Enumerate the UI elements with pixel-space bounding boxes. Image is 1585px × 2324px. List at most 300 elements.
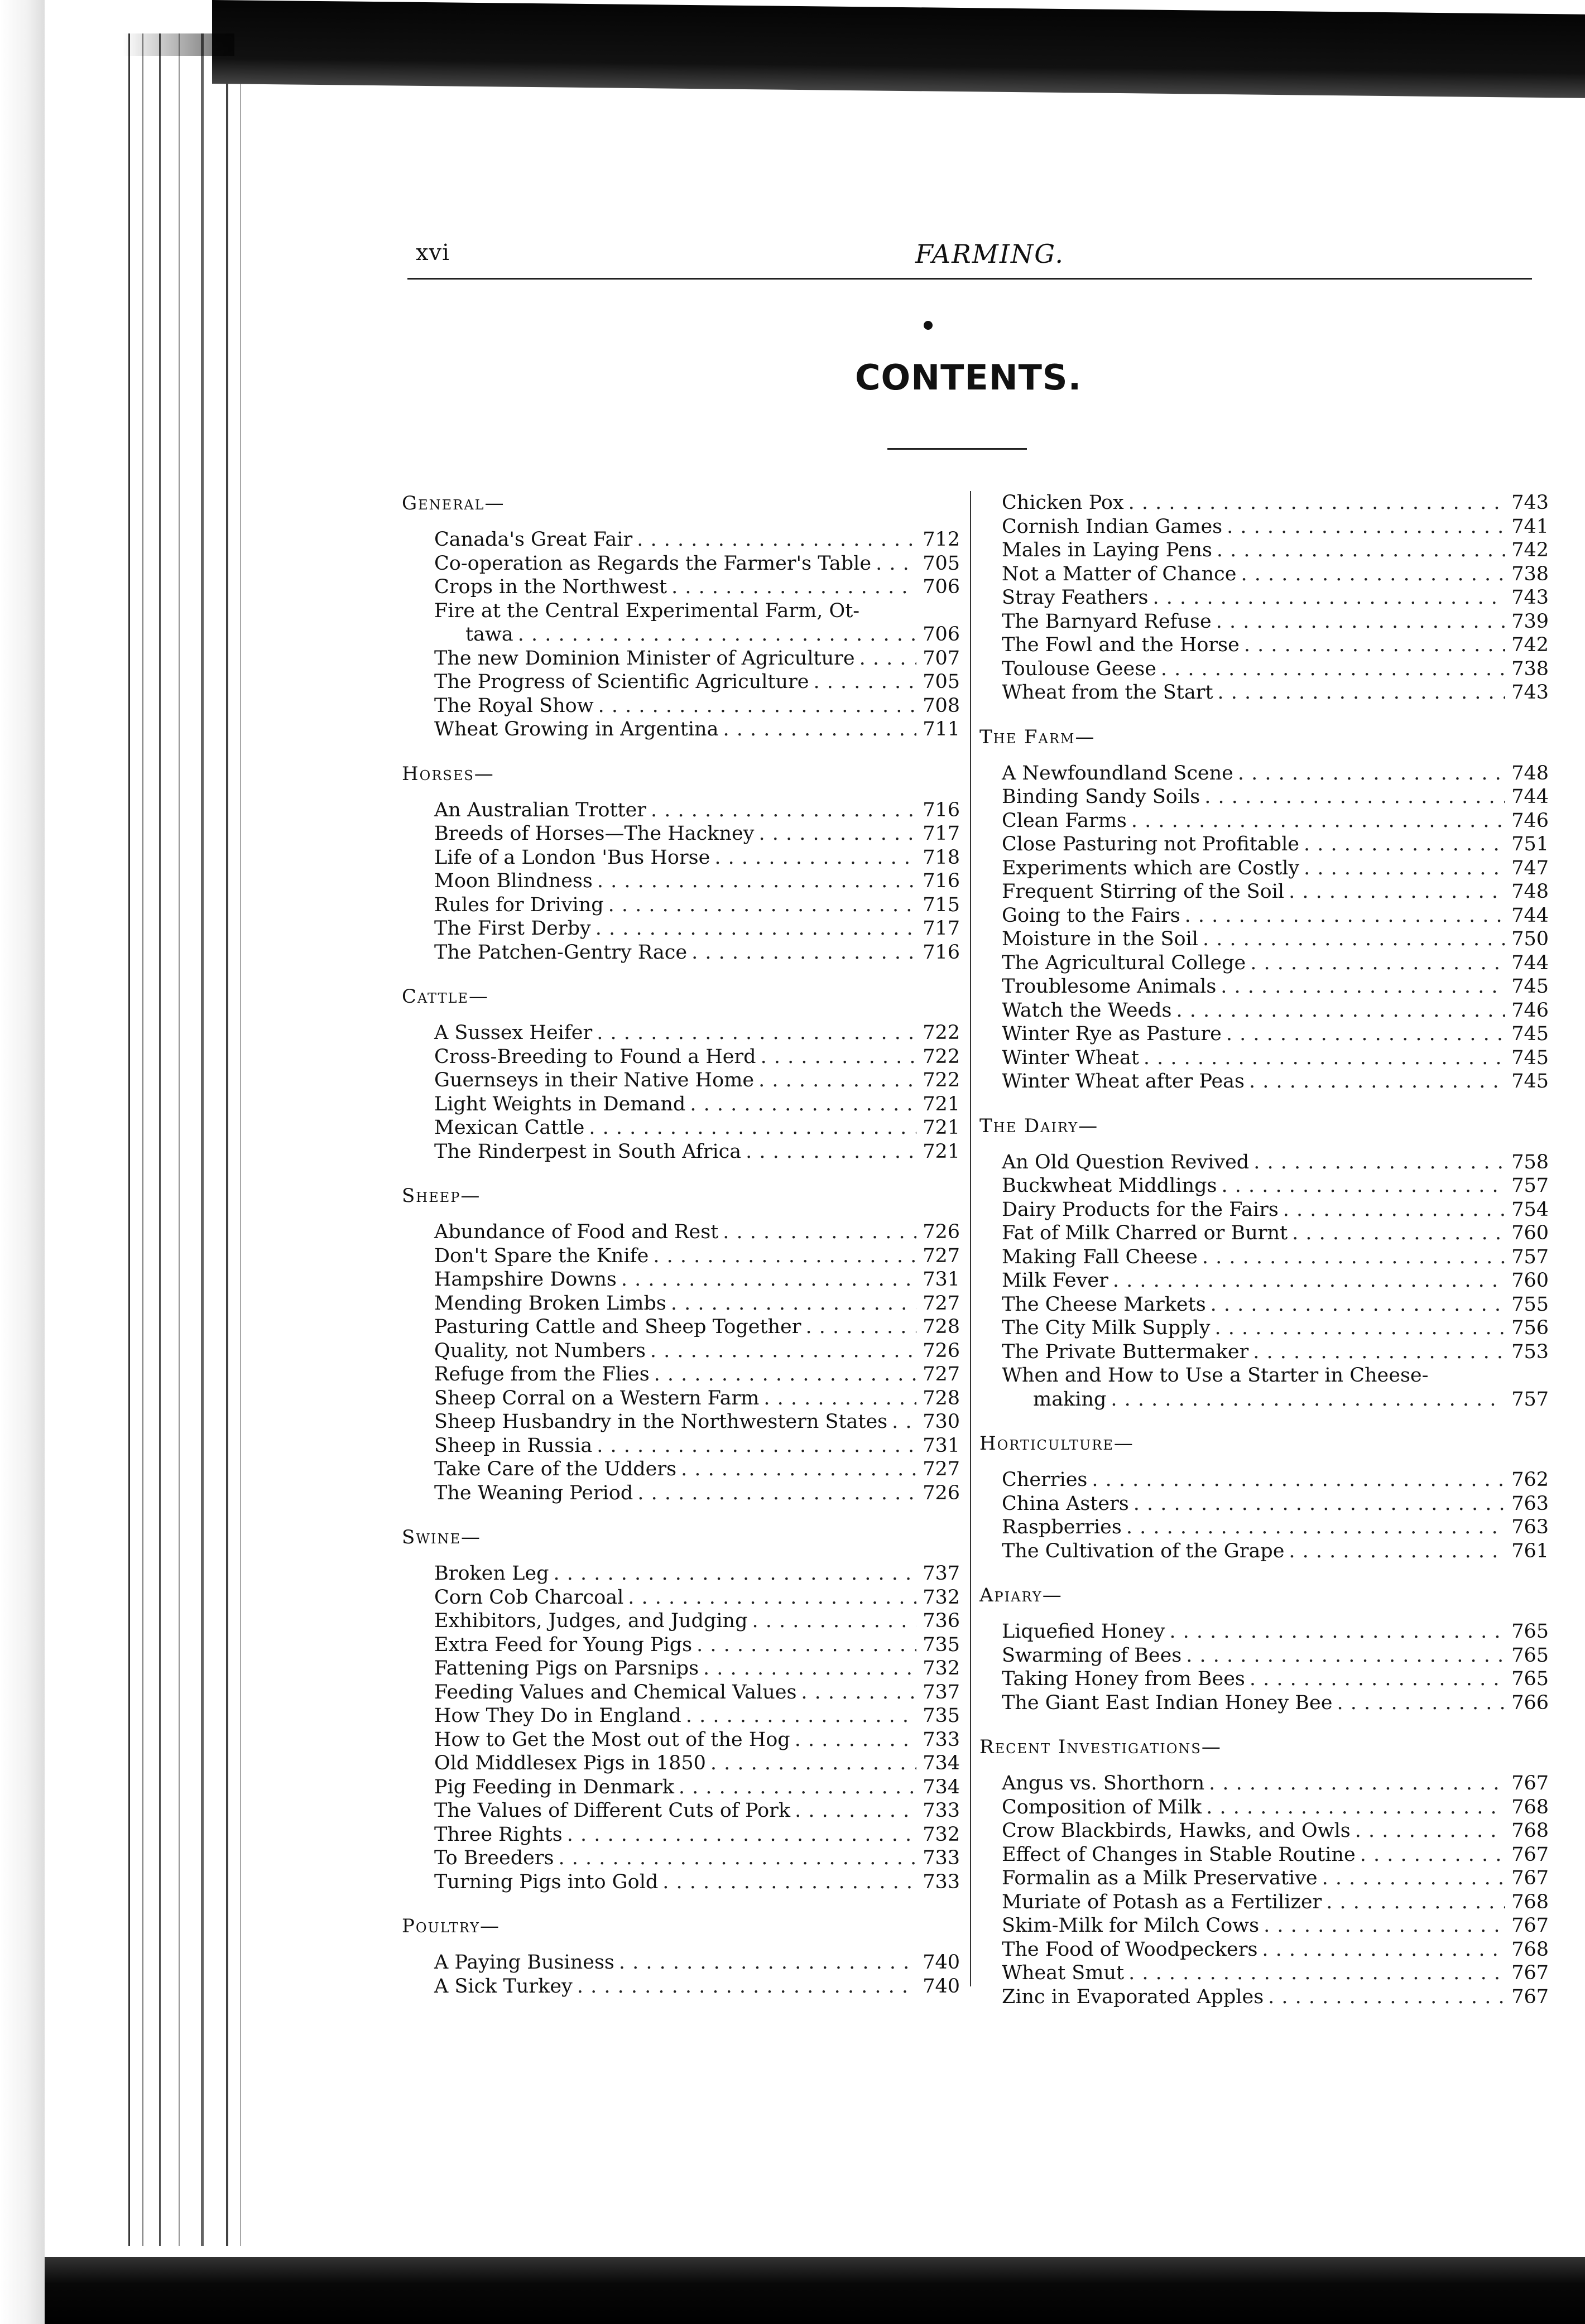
entry-title: Sheep Husbandry in the Northwestern States xyxy=(434,1411,888,1433)
entry-title: Quality, not Numbers xyxy=(434,1339,646,1362)
entry-title: A Newfoundland Scene xyxy=(1002,762,1233,785)
toc-entry xyxy=(979,833,1549,857)
entry-title: How to Get the Most out of the Hog xyxy=(434,1728,790,1751)
section-heading: General— xyxy=(402,492,505,514)
toc-entry xyxy=(979,762,1549,786)
toc-entry xyxy=(979,1796,1549,1820)
entry-title: Three Rights xyxy=(434,1823,563,1846)
entry-title: Co-operation as Regards the Farmer's Table xyxy=(434,552,872,575)
contents-section xyxy=(402,1914,960,1998)
dot-leader xyxy=(758,1069,916,1093)
toc-entry xyxy=(402,798,960,822)
toc-entry xyxy=(402,1410,960,1434)
toc-entry xyxy=(402,1434,960,1458)
page-ref: 727 xyxy=(923,1244,960,1267)
page-ref: 753 xyxy=(1511,1340,1549,1363)
scan-shadow-top xyxy=(212,0,1585,98)
toc-entry xyxy=(979,538,1549,562)
entry-title: Mending Broken Limbs xyxy=(434,1292,666,1315)
contents-section xyxy=(402,762,960,965)
entry-title: Pasturing Cattle and Sheep Together xyxy=(434,1316,801,1338)
section-gap xyxy=(979,1563,1549,1583)
page-ref: 765 xyxy=(1511,1644,1549,1667)
entry-title: Cornish Indian Games xyxy=(1002,515,1223,538)
toc-entry xyxy=(402,1220,960,1244)
page-ref: 717 xyxy=(923,917,960,940)
page-ref: 760 xyxy=(1511,1269,1549,1292)
page-ref: 737 xyxy=(923,1562,960,1585)
page-ref: 737 xyxy=(923,1681,960,1704)
entry-continuation xyxy=(434,623,960,647)
contents-section xyxy=(979,1735,1549,2009)
toc-entry xyxy=(402,599,960,647)
entry-title: The Cheese Markets xyxy=(1002,1293,1206,1316)
dot-leader xyxy=(795,1799,916,1823)
entry-title: Liquefied Honey xyxy=(1002,1620,1165,1643)
dot-leader xyxy=(597,869,916,893)
toc-entry xyxy=(402,647,960,671)
entry-title: Stray Feathers xyxy=(1002,586,1149,609)
page-ref: 757 xyxy=(1511,1245,1549,1268)
entry-title: Light Weights in Demand xyxy=(434,1093,686,1115)
page-ref: 717 xyxy=(923,822,960,845)
dot-leader xyxy=(1144,1046,1505,1070)
entry-title: Exhibitors, Judges, and Judging xyxy=(434,1610,748,1632)
page-ref: 728 xyxy=(923,1387,960,1409)
page-ref: 746 xyxy=(1511,999,1549,1022)
toc-entry xyxy=(979,1843,1549,1867)
page-ref: 706 xyxy=(923,576,960,598)
toc-entry xyxy=(979,633,1549,657)
entry-title: When and How to Use a Starter in Cheese- xyxy=(1002,1364,1429,1387)
page-ref: 716 xyxy=(923,941,960,964)
page-ref: 732 xyxy=(923,1586,960,1609)
section-gap xyxy=(979,1411,1549,1431)
toc-entry xyxy=(402,670,960,694)
page-ref: 731 xyxy=(923,1434,960,1457)
toc-entry xyxy=(979,1316,1549,1340)
entry-title: Watch the Weeds xyxy=(1002,999,1172,1022)
binding-edge xyxy=(179,33,180,2246)
entry-title: A Sussex Heifer xyxy=(434,1022,593,1044)
toc-entry xyxy=(979,586,1549,610)
dot-leader xyxy=(681,1457,916,1481)
dot-leader xyxy=(1185,904,1505,928)
entry-title: The Patchen-Gentry Race xyxy=(434,941,688,964)
entry-title: Don't Spare the Knife xyxy=(434,1244,649,1267)
toc-entry xyxy=(979,927,1549,951)
page-ref: 760 xyxy=(1511,1222,1549,1244)
page-ref: 711 xyxy=(923,718,960,740)
dot-leader xyxy=(1322,1866,1505,1890)
contents-section xyxy=(402,491,960,742)
page-ref: 726 xyxy=(923,1221,960,1243)
dot-leader xyxy=(1250,1667,1505,1691)
page-ref: 754 xyxy=(1511,1198,1549,1221)
page-ref: 722 xyxy=(923,1069,960,1091)
toc-entry xyxy=(979,975,1549,999)
toc-entry xyxy=(402,1339,960,1363)
dot-leader xyxy=(1304,833,1505,857)
page-ref: 758 xyxy=(1511,1151,1549,1173)
dot-leader xyxy=(1217,538,1505,562)
page-ref: 767 xyxy=(1511,1772,1549,1794)
toc-entry xyxy=(979,1539,1549,1563)
dot-leader xyxy=(1126,1515,1505,1539)
entry-title: The First Derby xyxy=(434,917,591,940)
toc-entry xyxy=(979,681,1549,705)
page-ref: 761 xyxy=(1511,1539,1549,1562)
page-ref: 715 xyxy=(923,893,960,916)
entry-title: China Asters xyxy=(1002,1492,1129,1515)
dot-leader xyxy=(1253,1340,1505,1364)
dot-leader xyxy=(746,1140,916,1164)
page-ref: 734 xyxy=(923,1752,960,1774)
entry-title: Dairy Products for the Fairs xyxy=(1002,1198,1279,1221)
scan-shadow-bottom xyxy=(45,2257,1585,2324)
page-ref: 742 xyxy=(1511,634,1549,656)
dot-leader xyxy=(1226,1022,1505,1046)
dot-leader xyxy=(1203,927,1505,951)
page-ref: 733 xyxy=(923,1799,960,1822)
entry-title: Abundance of Food and Rest xyxy=(434,1221,719,1243)
dot-leader xyxy=(608,893,916,917)
entry-title: Muriate of Potash as a Fertilizer xyxy=(1002,1890,1322,1913)
page-ref: 705 xyxy=(923,552,960,575)
page-ref: 747 xyxy=(1511,857,1549,879)
entry-title: Sheep Corral on a Western Farm xyxy=(434,1387,760,1409)
toc-entry xyxy=(979,951,1549,975)
entry-title: The Food of Woodpeckers xyxy=(1002,1938,1258,1961)
dot-leader xyxy=(1133,1492,1505,1516)
entry-title: Feeding Values and Chemical Values xyxy=(434,1681,797,1704)
dot-leader xyxy=(559,1846,916,1870)
toc-entry xyxy=(979,515,1549,539)
dot-leader xyxy=(813,670,916,694)
dot-leader xyxy=(628,1586,916,1610)
page-ref: 748 xyxy=(1511,762,1549,785)
toc-entry xyxy=(402,1657,960,1681)
toc-entry xyxy=(402,1776,960,1799)
dot-leader xyxy=(876,552,916,576)
dot-leader xyxy=(1186,1644,1505,1668)
entry-title: The Royal Show xyxy=(434,694,594,717)
dot-leader xyxy=(801,1681,916,1705)
page-ref: 756 xyxy=(1511,1317,1549,1339)
entry-title: tawa xyxy=(465,623,513,646)
right-column xyxy=(979,491,1549,2009)
toc-entry xyxy=(402,718,960,742)
section-heading: Horticulture— xyxy=(979,1432,1134,1455)
dot-leader xyxy=(1128,1961,1505,1985)
entry-title: Life of a London 'Bus Horse xyxy=(434,846,710,869)
section-gap xyxy=(979,1715,1549,1735)
entry-title: Wheat Growing in Argentina xyxy=(434,718,719,740)
toc-entry xyxy=(979,1221,1549,1245)
entry-title: Rules for Driving xyxy=(434,893,604,916)
toc-entry xyxy=(402,1586,960,1610)
toc-entry xyxy=(402,1045,960,1069)
toc-entry xyxy=(979,1772,1549,1796)
toc-entry xyxy=(979,1022,1549,1046)
entry-title: The Weaning Period xyxy=(434,1481,633,1504)
toc-entry xyxy=(979,1515,1549,1539)
toc-entry xyxy=(402,1481,960,1505)
entry-title: Crow Blackbirds, Hawks, and Owls xyxy=(1002,1820,1351,1842)
toc-entry xyxy=(402,575,960,599)
toc-entry xyxy=(979,1914,1549,1938)
page-ref: 748 xyxy=(1511,880,1549,903)
page-ref: 733 xyxy=(923,1870,960,1893)
entry-title: The Fowl and the Horse xyxy=(1002,634,1240,656)
entry-title: Pig Feeding in Denmark xyxy=(434,1776,674,1798)
dot-leader xyxy=(761,1045,916,1069)
dot-leader xyxy=(1292,1221,1505,1245)
entry-title: Wheat from the Start xyxy=(1002,681,1213,704)
dot-leader xyxy=(651,798,916,822)
entry-title: Troublesome Animals xyxy=(1002,975,1217,998)
entry-continuation xyxy=(1002,1388,1549,1412)
section-gap xyxy=(402,742,960,762)
binding-edge xyxy=(159,33,161,2246)
page-ref: 735 xyxy=(923,1633,960,1656)
dot-leader xyxy=(597,1434,916,1458)
dot-leader xyxy=(597,1021,916,1045)
toc-entry xyxy=(979,1985,1549,2009)
dot-leader xyxy=(518,623,916,647)
dot-leader xyxy=(1244,633,1505,657)
dot-leader xyxy=(1289,880,1505,904)
dot-leader xyxy=(1360,1843,1505,1867)
page-ref: 768 xyxy=(1511,1796,1549,1818)
toc-entry xyxy=(402,1704,960,1728)
page-ref: 721 xyxy=(923,1093,960,1115)
entry-title: Winter Wheat xyxy=(1002,1046,1139,1069)
entry-title: The Giant East Indian Honey Bee xyxy=(1002,1691,1333,1714)
dot-leader xyxy=(686,1704,916,1728)
section-gap xyxy=(402,964,960,984)
dot-leader xyxy=(1289,1539,1505,1563)
dot-leader xyxy=(795,1728,916,1752)
page-ref: 721 xyxy=(923,1140,960,1163)
toc-entry xyxy=(979,562,1549,586)
toc-entry xyxy=(979,1667,1549,1691)
toc-entry xyxy=(979,880,1549,904)
entry-title: Binding Sandy Soils xyxy=(1002,786,1200,808)
toc-entry xyxy=(402,1268,960,1292)
toc-entry xyxy=(979,857,1549,880)
page-ref: 718 xyxy=(923,846,960,869)
toc-entry xyxy=(979,1938,1549,1962)
toc-entry xyxy=(402,1681,960,1705)
dot-leader xyxy=(1264,1914,1505,1938)
entry-title: Buckwheat Middlings xyxy=(1002,1175,1217,1197)
page-ref: 750 xyxy=(1511,928,1549,950)
entry-title: Guernseys in their Native Home xyxy=(434,1069,755,1091)
entry-title: Canada's Great Fair xyxy=(434,528,633,551)
entry-title: Mexican Cattle xyxy=(434,1117,585,1139)
page-ref: 744 xyxy=(1511,951,1549,974)
toc-entry xyxy=(402,1140,960,1164)
page-ref: 727 xyxy=(923,1458,960,1480)
toc-entry xyxy=(402,1752,960,1776)
toc-entry xyxy=(979,1151,1549,1175)
toc-entry xyxy=(402,1951,960,1975)
toc-entry xyxy=(979,1644,1549,1668)
page-ref: 738 xyxy=(1511,657,1549,680)
toc-entry xyxy=(402,1870,960,1894)
dot-leader xyxy=(714,846,916,870)
page-ref: 739 xyxy=(1511,610,1549,633)
toc-entry xyxy=(979,1468,1549,1492)
entry-title: Winter Wheat after Peas xyxy=(1002,1070,1245,1093)
dot-leader xyxy=(662,1870,916,1894)
entry-title: Experiments which are Costly xyxy=(1002,857,1300,879)
dot-leader xyxy=(723,718,916,742)
dot-leader xyxy=(1250,951,1505,975)
toc-entry xyxy=(402,822,960,846)
dot-leader xyxy=(1131,809,1505,833)
page-ref: 743 xyxy=(1511,492,1549,514)
dot-leader xyxy=(1111,1388,1505,1412)
dot-leader xyxy=(1268,1985,1505,2009)
contents-section xyxy=(979,1431,1549,1563)
page-ref: 712 xyxy=(923,528,960,551)
entry-title: The Rinderpest in South Africa xyxy=(434,1140,742,1163)
page-ref: 743 xyxy=(1511,681,1549,704)
column-divider xyxy=(970,491,971,1986)
toc-entry xyxy=(402,1363,960,1387)
toc-entry xyxy=(979,491,1549,515)
page-ref: 716 xyxy=(923,870,960,892)
dot-leader xyxy=(763,1387,916,1411)
section-gap xyxy=(402,1894,960,1914)
toc-entry xyxy=(979,1198,1549,1222)
dot-leader xyxy=(1221,1174,1505,1198)
entry-title: A Paying Business xyxy=(434,1951,614,1974)
page-ref: 738 xyxy=(1511,562,1549,585)
entry-title: Moon Blindness xyxy=(434,870,593,892)
binding-edge xyxy=(201,33,204,2246)
dot-leader xyxy=(1128,491,1505,515)
page-ref: 745 xyxy=(1511,1070,1549,1093)
page-ref: 705 xyxy=(923,671,960,693)
contents-section xyxy=(979,725,1549,1094)
header-rule xyxy=(407,278,1532,280)
binding-edge xyxy=(128,33,130,2246)
contents-title: CONTENTS. xyxy=(855,357,1082,398)
toc-entry xyxy=(979,904,1549,928)
entry-title: Broken Leg xyxy=(434,1562,549,1585)
page-ref: 727 xyxy=(923,1363,960,1385)
page-ref: 751 xyxy=(1511,833,1549,855)
left-column xyxy=(402,491,960,1998)
entry-title: An Australian Trotter xyxy=(434,798,647,821)
entry-title: Wheat Smut xyxy=(1002,1962,1125,1984)
entry-title: To Breeders xyxy=(434,1847,554,1869)
binding-edge xyxy=(240,33,241,2246)
dot-leader xyxy=(723,1220,916,1244)
page-ref: 767 xyxy=(1511,1985,1549,2008)
toc-entry xyxy=(402,1846,960,1870)
entry-title: Composition of Milk xyxy=(1002,1796,1202,1818)
dot-leader xyxy=(1161,657,1505,681)
dot-leader xyxy=(567,1823,916,1847)
page-ref: 745 xyxy=(1511,1023,1549,1045)
page-ref: 742 xyxy=(1511,539,1549,561)
dot-leader xyxy=(1216,610,1505,634)
entry-title: Milk Fever xyxy=(1002,1269,1108,1292)
page-ref: 740 xyxy=(923,1951,960,1974)
toc-entry xyxy=(402,1116,960,1140)
entry-title: Skim-Milk for Milch Cows xyxy=(1002,1914,1260,1937)
dot-leader xyxy=(598,694,916,718)
entry-title: How They Do in England xyxy=(434,1705,681,1727)
entry-title: The Progress of Scientific Agriculture xyxy=(434,671,809,693)
entry-title: Sheep in Russia xyxy=(434,1434,593,1457)
dot-leader xyxy=(621,1268,916,1292)
page-ref: 728 xyxy=(923,1316,960,1338)
page-ref: 767 xyxy=(1511,1962,1549,1984)
toc-entry xyxy=(402,1315,960,1339)
entry-title: Old Middlesex Pigs in 1850 xyxy=(434,1752,706,1774)
dot-leader xyxy=(1241,562,1505,586)
toc-entry xyxy=(979,1691,1549,1715)
toc-entry xyxy=(979,610,1549,634)
dot-leader xyxy=(1355,1819,1505,1843)
entry-title: Effect of Changes in Stable Routine xyxy=(1002,1843,1356,1866)
toc-entry xyxy=(402,1093,960,1117)
dot-leader xyxy=(553,1562,916,1586)
dot-leader xyxy=(653,1244,916,1268)
dot-leader xyxy=(710,1752,916,1776)
section-heading: Swine— xyxy=(402,1526,481,1548)
dot-leader xyxy=(1304,857,1505,880)
dot-leader xyxy=(1253,1151,1505,1175)
dot-leader xyxy=(619,1951,916,1975)
page-ref: 755 xyxy=(1511,1293,1549,1316)
page-ref: 732 xyxy=(923,1823,960,1846)
section-heading: Sheep— xyxy=(402,1185,481,1207)
entry-title: Corn Cob Charcoal xyxy=(434,1586,624,1609)
dot-leader xyxy=(758,822,916,846)
page-ref: 768 xyxy=(1511,1890,1549,1913)
section-heading: Poultry— xyxy=(402,1915,500,1937)
toc-entry xyxy=(402,552,960,576)
entry-title: Clean Farms xyxy=(1002,809,1127,832)
entry-title: Fat of Milk Charred or Burnt xyxy=(1002,1222,1288,1244)
dot-leader xyxy=(1215,1316,1505,1340)
binding-edge xyxy=(142,33,143,2246)
section-gap xyxy=(979,1094,1549,1114)
entry-title: Frequent Stirring of the Soil xyxy=(1002,880,1285,903)
contents-section xyxy=(979,1114,1549,1412)
section-heading: The Dairy— xyxy=(979,1114,1099,1137)
entry-title: Extra Feed for Young Pigs xyxy=(434,1633,693,1656)
dot-leader xyxy=(1262,1938,1505,1962)
toc-entry xyxy=(402,528,960,552)
dot-leader xyxy=(1169,1620,1505,1644)
toc-entry xyxy=(979,1174,1549,1198)
section-heading: Apiary— xyxy=(979,1584,1063,1606)
dot-leader xyxy=(806,1315,917,1339)
dot-leader xyxy=(1326,1890,1505,1914)
toc-entry xyxy=(979,1866,1549,1890)
dot-leader xyxy=(671,1292,916,1316)
entry-title: The City Milk Supply xyxy=(1002,1317,1211,1339)
page-ref: 734 xyxy=(923,1776,960,1798)
entry-title: Chicken Pox xyxy=(1002,492,1124,514)
